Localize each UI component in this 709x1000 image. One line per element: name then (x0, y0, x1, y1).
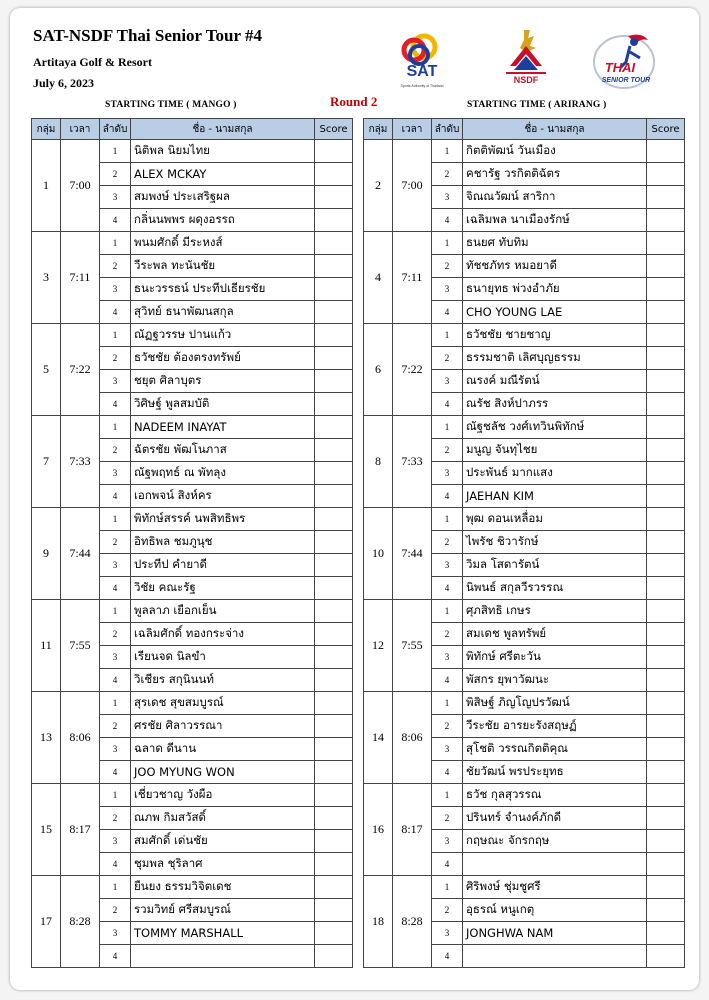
score-cell (315, 416, 353, 439)
player-name: ประทีป คำยาดี (131, 554, 315, 577)
player-order: 4 (100, 945, 131, 968)
player-name: วิเชียร สกุนินนท์ (131, 669, 315, 692)
group-number: 8 (364, 416, 393, 508)
player-order: 3 (432, 370, 463, 393)
score-cell (647, 899, 685, 922)
left-starting-table (31, 118, 353, 968)
score-cell (315, 278, 353, 301)
score-cell (315, 508, 353, 531)
group-number: 5 (32, 324, 61, 416)
player-order: 3 (100, 646, 131, 669)
player-name: อิทธิพล ชมภูนุช (131, 531, 315, 554)
player-name: สุรเดช สุขสมบูรณ์ (131, 692, 315, 715)
player-name: พนมศักดิ์ มีระหงส์ (131, 232, 315, 255)
player-name: สมพงษ์ ประเสริฐผล (131, 186, 315, 209)
table-row (364, 600, 685, 623)
player-name: ชัยวัฒน์ พรประยุทธ (463, 761, 647, 784)
group-number: 11 (32, 600, 61, 692)
name-column-header: ชื่อ - นามสกุล (131, 119, 315, 140)
score-cell (647, 209, 685, 232)
player-name: พุฒ ดอนเหลื่อม (463, 508, 647, 531)
tee-time: 7:44 (393, 508, 432, 600)
group-number: 7 (32, 416, 61, 508)
player-order: 2 (432, 623, 463, 646)
player-order: 2 (432, 531, 463, 554)
player-name: ธนายุทธ พ่วงอำภัย (463, 278, 647, 301)
player-name: ประพันธ์ มากแสง (463, 462, 647, 485)
player-name: ณัฐพฤทธ์ ณ พัทลุง (131, 462, 315, 485)
player-name: JONGHWA NAM (463, 922, 647, 945)
player-order: 1 (100, 416, 131, 439)
tee-time: 7:00 (393, 140, 432, 232)
player-order: 4 (100, 669, 131, 692)
score-cell (647, 416, 685, 439)
player-order: 3 (432, 278, 463, 301)
table-header-row (364, 119, 685, 140)
player-name: ฉลาด ดีนาน (131, 738, 315, 761)
player-order: 3 (100, 370, 131, 393)
player-name: ชุมพล ชุริลาศ (131, 853, 315, 876)
player-order: 3 (432, 830, 463, 853)
score-cell (647, 738, 685, 761)
player-name: สมเดช พูลทรัพย์ (463, 623, 647, 646)
player-order: 1 (432, 416, 463, 439)
group-number: 2 (364, 140, 393, 232)
player-order: 2 (432, 347, 463, 370)
group-number: 4 (364, 232, 393, 324)
player-order: 2 (100, 623, 131, 646)
player-name: ธนะวรรธน์ ประทีปเธียรชัย (131, 278, 315, 301)
table-row (32, 600, 353, 623)
score-cell (647, 531, 685, 554)
player-order: 4 (100, 485, 131, 508)
player-name: NADEEM INAYAT (131, 416, 315, 439)
score-cell (647, 255, 685, 278)
score-cell (315, 531, 353, 554)
player-name: พิสิษฐ์ ภิญโญปรวัฒน์ (463, 692, 647, 715)
score-cell (647, 761, 685, 784)
player-order: 3 (100, 922, 131, 945)
time-column-header: เวลา (61, 119, 100, 140)
score-cell (647, 876, 685, 899)
tee-time: 8:17 (61, 784, 100, 876)
player-name: กิตติพัฒน์ วันเมือง (463, 140, 647, 163)
player-order: 4 (432, 393, 463, 416)
player-name: ทัชชภัทร หมอยาดี (463, 255, 647, 278)
player-name: พิทักษ์สรรค์ นพสิทธิพร (131, 508, 315, 531)
score-cell (315, 600, 353, 623)
group-number: 12 (364, 600, 393, 692)
player-name (131, 945, 315, 968)
score-cell (647, 508, 685, 531)
player-name: พูลลาภ เยือกเย็น (131, 600, 315, 623)
player-order: 2 (432, 715, 463, 738)
player-name: เรียนจด นิลขำ (131, 646, 315, 669)
score-cell (315, 577, 353, 600)
score-cell (647, 623, 685, 646)
player-name: ศิริพงษ์ ชุ่มชูศรี (463, 876, 647, 899)
group-number: 13 (32, 692, 61, 784)
player-name: สมศักดิ์ เด่นชัย (131, 830, 315, 853)
player-order: 4 (100, 393, 131, 416)
player-name: เอกพจน์ สิงห์คร (131, 485, 315, 508)
player-name: เชี่ยวชาญ วังผือ (131, 784, 315, 807)
tee-time: 8:06 (393, 692, 432, 784)
group-number: 14 (364, 692, 393, 784)
score-cell (315, 209, 353, 232)
score-cell (315, 370, 353, 393)
player-order: 2 (100, 715, 131, 738)
player-order: 1 (432, 692, 463, 715)
player-order: 4 (100, 853, 131, 876)
player-order: 4 (432, 669, 463, 692)
round-label: Round 2 (330, 94, 378, 109)
player-order: 2 (432, 807, 463, 830)
player-name: ปรินทร์ จำนงค์ภักดี (463, 807, 647, 830)
score-cell (315, 784, 353, 807)
table-row (364, 508, 685, 531)
player-name: วิมล โสดารัตน์ (463, 554, 647, 577)
table-row (32, 324, 353, 347)
player-order: 1 (432, 140, 463, 163)
player-order: 4 (100, 577, 131, 600)
score-cell (315, 646, 353, 669)
table-row (364, 416, 685, 439)
group-number: 1 (32, 140, 61, 232)
player-name: ชยุต ศิลาบุตร (131, 370, 315, 393)
score-cell (315, 761, 353, 784)
tst-logo-line1: THAI (604, 60, 636, 75)
player-order: 3 (100, 186, 131, 209)
player-name: วิศิษฐ์ พูลสมบัติ (131, 393, 315, 416)
right-starting-table (363, 118, 685, 968)
score-cell (315, 255, 353, 278)
table-row (32, 140, 353, 163)
player-order: 1 (100, 508, 131, 531)
group-number: 18 (364, 876, 393, 968)
table-row (32, 784, 353, 807)
player-name (463, 853, 647, 876)
score-cell (647, 554, 685, 577)
score-cell (647, 784, 685, 807)
tee-time: 7:11 (393, 232, 432, 324)
player-name: JAEHAN KIM (463, 485, 647, 508)
player-order: 2 (100, 347, 131, 370)
player-name: ณรงค์ มณีรัตน์ (463, 370, 647, 393)
player-order: 4 (432, 301, 463, 324)
player-name: ธนยศ ทับทิม (463, 232, 647, 255)
group-column-header: กลุ่ม (32, 119, 61, 140)
score-cell (647, 577, 685, 600)
score-cell (315, 876, 353, 899)
table-row (32, 508, 353, 531)
player-order: 4 (432, 209, 463, 232)
tee-time: 7:44 (61, 508, 100, 600)
player-order: 1 (432, 784, 463, 807)
player-order: 1 (432, 508, 463, 531)
group-number: 9 (32, 508, 61, 600)
right-starting-time-heading: STARTING TIME ( ARIRANG ) (467, 100, 607, 110)
group-number: 10 (364, 508, 393, 600)
score-cell (647, 186, 685, 209)
tee-time: 7:00 (61, 140, 100, 232)
group-number: 15 (32, 784, 61, 876)
table-row (32, 876, 353, 899)
score-cell (647, 347, 685, 370)
player-name: วิชัย คณะรัฐ (131, 577, 315, 600)
score-cell (315, 922, 353, 945)
player-name: วีระพล ทะนันชัย (131, 255, 315, 278)
player-name: เฉลิมพล นาเมืองรักษ์ (463, 209, 647, 232)
player-name: กลิ่นนพพร ผดุงอรรถ (131, 209, 315, 232)
player-order: 1 (100, 876, 131, 899)
player-order: 3 (432, 554, 463, 577)
player-order: 2 (100, 807, 131, 830)
score-cell (647, 324, 685, 347)
player-order: 3 (432, 186, 463, 209)
player-order: 3 (432, 646, 463, 669)
score-cell (315, 301, 353, 324)
player-name: วีระชัย อารยะรังสฤษฏ์ (463, 715, 647, 738)
player-name: ยืนยง ธรรมวิจิตเดช (131, 876, 315, 899)
player-name: จิณณวัฒน์ สาริกา (463, 186, 647, 209)
group-number: 16 (364, 784, 393, 876)
tee-time: 7:33 (393, 416, 432, 508)
group-column-header: กลุ่ม (364, 119, 393, 140)
order-column-header: ลำดับ (432, 119, 463, 140)
player-order: 3 (100, 830, 131, 853)
tee-time: 7:55 (393, 600, 432, 692)
score-cell (647, 232, 685, 255)
score-cell (647, 945, 685, 968)
score-cell (315, 232, 353, 255)
player-order: 2 (432, 163, 463, 186)
player-order: 4 (432, 853, 463, 876)
score-cell (647, 163, 685, 186)
score-cell (647, 600, 685, 623)
player-order: 1 (432, 324, 463, 347)
player-name: นิติพล นิยมไทย (131, 140, 315, 163)
score-cell (315, 163, 353, 186)
sat-logo-text: SAT (406, 63, 438, 80)
tee-time: 8:28 (393, 876, 432, 968)
player-order: 2 (100, 899, 131, 922)
player-name: ณัฏฐวรรษ ปานแก้ว (131, 324, 315, 347)
score-cell (315, 554, 353, 577)
player-order: 1 (100, 600, 131, 623)
player-order: 2 (432, 255, 463, 278)
score-cell (315, 738, 353, 761)
player-order: 4 (100, 209, 131, 232)
player-order: 1 (100, 232, 131, 255)
player-order: 4 (100, 761, 131, 784)
player-order: 4 (432, 945, 463, 968)
score-cell (647, 370, 685, 393)
table-row (364, 140, 685, 163)
score-cell (647, 140, 685, 163)
score-cell (315, 945, 353, 968)
left-starting-time-heading: STARTING TIME ( MANGO ) (105, 100, 237, 110)
player-name: JOO MYUNG WON (131, 761, 315, 784)
player-order: 1 (100, 324, 131, 347)
table-row (32, 416, 353, 439)
player-order: 1 (432, 600, 463, 623)
player-name: CHO YOUNG LAE (463, 301, 647, 324)
player-name: ธวัชชัย ชายชาญ (463, 324, 647, 347)
score-cell (315, 186, 353, 209)
score-cell (315, 623, 353, 646)
player-order: 1 (432, 232, 463, 255)
player-name: สุโชติ วรรณกิตติคุณ (463, 738, 647, 761)
player-name: ฉัตรชัย พัฒโนภาส (131, 439, 315, 462)
player-name: ALEX MCKAY (131, 163, 315, 186)
player-name: ไพรัช ชิวารักษ์ (463, 531, 647, 554)
tee-time: 8:06 (61, 692, 100, 784)
table-row (364, 876, 685, 899)
tee-time: 7:22 (61, 324, 100, 416)
time-column-header: เวลา (393, 119, 432, 140)
score-cell (315, 692, 353, 715)
score-cell (315, 140, 353, 163)
score-cell (647, 669, 685, 692)
score-cell (647, 278, 685, 301)
score-cell (315, 853, 353, 876)
score-cell (647, 462, 685, 485)
group-number: 17 (32, 876, 61, 968)
player-order: 3 (432, 462, 463, 485)
score-cell (315, 462, 353, 485)
sat-logo (392, 30, 452, 92)
tee-time: 7:55 (61, 600, 100, 692)
player-name: ณรัช สิงห์ปาภรร (463, 393, 647, 416)
score-column-header: Score (315, 119, 353, 140)
player-name: ศุภสิทธิ เกษร (463, 600, 647, 623)
order-column-header: ลำดับ (100, 119, 131, 140)
player-order: 4 (432, 485, 463, 508)
tee-time: 8:28 (61, 876, 100, 968)
player-name: ณภพ กิมสวัสดิ์ (131, 807, 315, 830)
score-cell (315, 439, 353, 462)
player-name: สุวิทย์ ธนาพัฒนสกุล (131, 301, 315, 324)
table-row (364, 324, 685, 347)
score-cell (315, 485, 353, 508)
thai-senior-tour-logo (590, 28, 662, 92)
player-order: 4 (432, 761, 463, 784)
score-cell (315, 807, 353, 830)
table-row (364, 784, 685, 807)
group-number: 6 (364, 324, 393, 416)
event-date: July 6, 2023 (33, 76, 95, 90)
player-name: พัสกร ยุพาวัฒนะ (463, 669, 647, 692)
player-name (463, 945, 647, 968)
player-order: 1 (100, 140, 131, 163)
table-row (32, 232, 353, 255)
table-row (364, 232, 685, 255)
score-cell (647, 692, 685, 715)
score-cell (647, 715, 685, 738)
player-order: 2 (100, 163, 131, 186)
player-name: ธวัช กุลสุวรรณ (463, 784, 647, 807)
player-name: รวมวิทย์ ศรีสมบูรณ์ (131, 899, 315, 922)
tee-time: 8:17 (393, 784, 432, 876)
player-order: 2 (100, 531, 131, 554)
player-name: อุธรณ์ หนูเกตุ (463, 899, 647, 922)
player-name: นิพนธ์ สกุลวีรวรรณ (463, 577, 647, 600)
player-name: TOMMY MARSHALL (131, 922, 315, 945)
player-order: 3 (100, 462, 131, 485)
player-order: 3 (100, 278, 131, 301)
player-name: คชารัฐ วรกิตติฉัตร (463, 163, 647, 186)
player-name: มนูญ จันทุไชย (463, 439, 647, 462)
score-cell (315, 669, 353, 692)
player-order: 4 (432, 577, 463, 600)
player-order: 3 (100, 554, 131, 577)
player-order: 1 (100, 784, 131, 807)
sat-logo-subtext: Sports Authority of Thailand (400, 84, 444, 88)
player-order: 2 (432, 439, 463, 462)
score-cell (647, 393, 685, 416)
player-name: พิทักษ์ ศรีตะวัน (463, 646, 647, 669)
table-row (32, 692, 353, 715)
score-cell (315, 347, 353, 370)
player-name: เฉลิมศักดิ์ ทองกระจ่าง (131, 623, 315, 646)
score-cell (647, 485, 685, 508)
player-order: 1 (100, 692, 131, 715)
score-cell (647, 301, 685, 324)
score-cell (315, 715, 353, 738)
name-column-header: ชื่อ - นามสกุล (463, 119, 647, 140)
tst-logo-line2: SENIOR TOUR (601, 77, 651, 84)
score-cell (315, 393, 353, 416)
score-cell (647, 807, 685, 830)
page-title: SAT-NSDF Thai Senior Tour #4 (33, 26, 262, 45)
player-name: ธรรมชาติ เลิศบุญธรรม (463, 347, 647, 370)
player-order: 4 (100, 301, 131, 324)
player-order: 2 (100, 439, 131, 462)
player-name: ศรชัย ศิลาวรรณา (131, 715, 315, 738)
score-cell (647, 439, 685, 462)
player-name: ธวัชชัย ต้องตรงทรัพย์ (131, 347, 315, 370)
player-order: 2 (100, 255, 131, 278)
table-header-row (32, 119, 353, 140)
score-cell (315, 899, 353, 922)
score-cell (647, 646, 685, 669)
table-row (364, 692, 685, 715)
player-order: 3 (432, 738, 463, 761)
nsdf-logo (500, 26, 552, 90)
score-cell (647, 922, 685, 945)
score-cell (647, 830, 685, 853)
player-order: 2 (432, 899, 463, 922)
tee-time: 7:11 (61, 232, 100, 324)
player-order: 3 (432, 922, 463, 945)
score-column-header: Score (647, 119, 685, 140)
venue-name: Artitaya Golf & Resort (33, 55, 152, 69)
player-name: กฤษณะ จักรกฤษ (463, 830, 647, 853)
player-name: ณัฐชลัช วงศ์เทวินพิทักษ์ (463, 416, 647, 439)
tee-time: 7:22 (393, 324, 432, 416)
score-cell (315, 830, 353, 853)
score-cell (315, 324, 353, 347)
nsdf-logo-text: NSDF (513, 75, 539, 85)
tee-time: 7:33 (61, 416, 100, 508)
player-order: 3 (100, 738, 131, 761)
group-number: 3 (32, 232, 61, 324)
player-order: 1 (432, 876, 463, 899)
score-cell (647, 853, 685, 876)
